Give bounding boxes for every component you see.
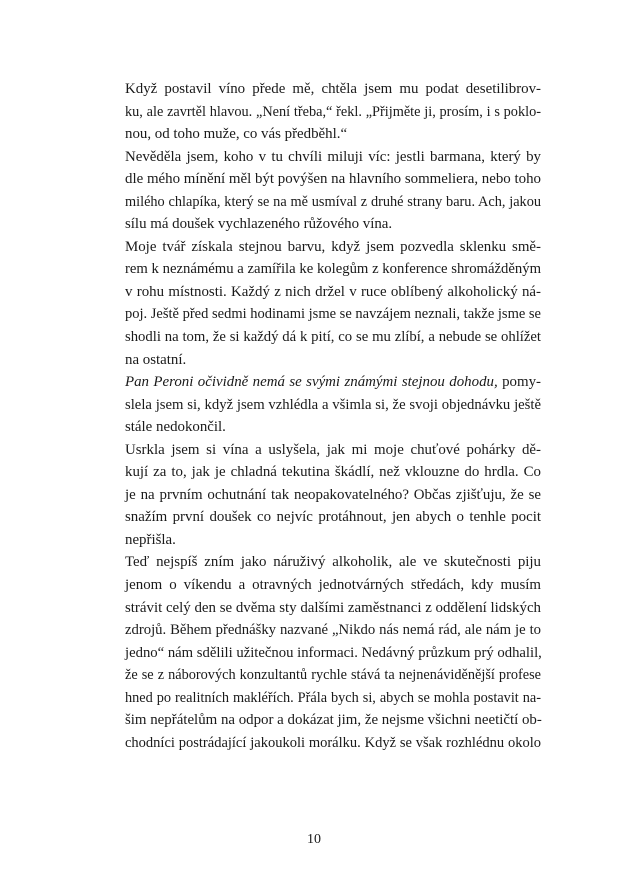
text-line: stále nedokončil. [125,419,226,436]
page-number: 10 [307,832,321,847]
paragraph [89,78,541,146]
paragraph [89,371,541,439]
text-line: chodníci postrádající jakoukoli morálku. Když se však rozhlédnu okolo [125,734,541,751]
text-line: Nevěděla jsem, koho v tu chvíli miluji víc: jestli barmana, který by [125,148,541,165]
text-line: že se z náborových konzultantů rychle stává ta nejnenáviděnější profese [125,667,541,684]
text-line: je na prvním ochutnání tak neopakovatelného? Občas zjišťuju, že se [125,486,541,503]
text-line: nepřišla. [125,531,176,548]
text-line [89,371,541,394]
text-line: snažím první doušek co nejvíc protáhnout, jen abych o tenhle pocit [125,509,541,526]
text-line: kují za to, jak je chladná tekutina škádlí, než vklouzne do hrdla. Co [125,464,541,481]
text-line: Teď nejspíš zním jako náruživý alkoholik, ale ve skutečnosti piju [125,554,541,571]
text-line: na ostatní. [125,351,187,368]
paragraph [89,146,541,236]
text-line: dle mého mínění měl být povýšen na hlavního sommeliera, nebo toho [125,171,541,188]
text-line: sílu má doušek vychlazeného růžového vína. [125,216,393,233]
text-line-rest: pomy- [497,374,541,391]
text-line: zdrojů. Během přednášky nazvané „Nikdo nás nemá rád, ale nám je to [125,622,541,639]
text-line: milého chlapíka, který se na mě usmíval z druhé strany baru. Ach, jakou [125,193,541,210]
paragraph [89,439,541,552]
body-text [89,78,541,754]
text-line: jedno“ nám sdělili užitečnou informaci. Nedávný průzkum prý odhalil, [125,644,542,661]
text-line: Moje tvář získala stejnou barvu, když jsem pozvedla sklenku smě- [125,238,541,255]
text-line: strávit celý den se dvěma sty dalšími zaměstnanci z oddělení lidských [125,599,541,616]
italic-thought: Pan Peroni očividně nemá se svými známými stejnou dohodu, [125,374,498,391]
text-line: v rohu místnosti. Každý z nich držel v ruce oblíbený alkoholický ná- [125,283,541,300]
text-line: shodli na tom, že si každý dá k pití, co se mu zlíbí, a nebude se ohlížet [125,329,541,346]
text-line: Usrkla jsem si vína a uslyšela, jak mi moje chuťové pohárky dě- [125,441,541,458]
text-line: ku, ale zavrtěl hlavou. „Není třeba,“ řekl. „Přijměte ji, prosím, i s poklo- [125,103,541,120]
paragraph [89,551,541,754]
text-line: nou, od toho muže, co vás předběhl.“ [125,126,348,143]
text-line: Když postavil víno přede mě, chtěla jsem mu podat desetilibrov- [125,81,541,97]
text-line: jenom o víkendu a otravných jednotvárných středách, kdy musím [125,577,541,594]
text-line: poj. Ještě před sedmi hodinami jsme se navzájem neznali, takže jsme se [125,306,541,323]
text-line: slela jsem si, když jsem vzhlédla a všimla si, že svoji objednávku ještě [125,396,541,413]
text-line: šim nepřátelům na odpor a dokázat jim, že nejsme všichni neetičtí ob- [125,712,542,729]
paragraph [89,236,541,371]
text-line: rem k neznámému a zamířila ke kolegům z konference shromážděným [125,261,541,278]
text-line: hned po realitních makléřích. Přála bych si, abych se mohla postavit na- [125,689,541,706]
